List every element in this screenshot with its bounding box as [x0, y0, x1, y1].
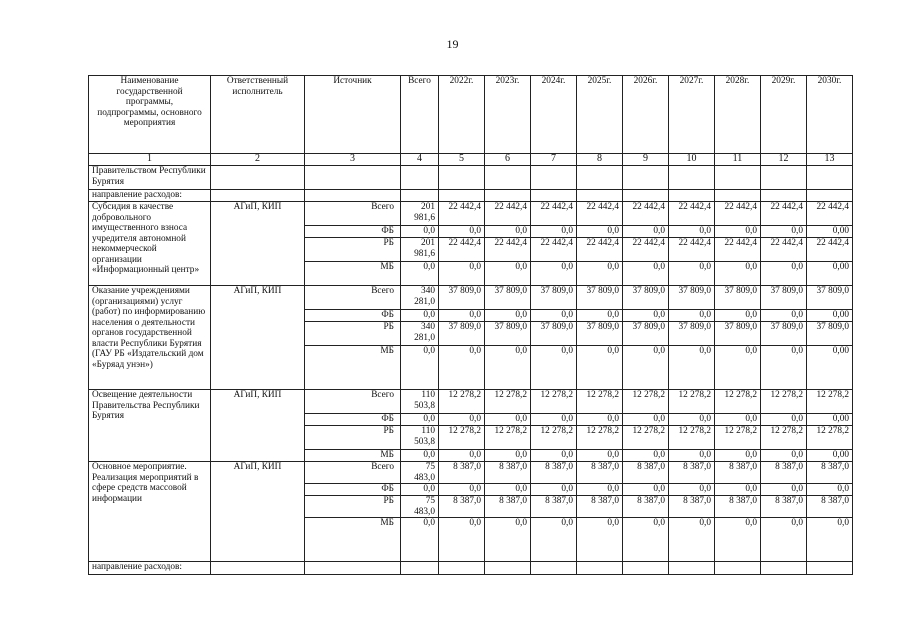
amount-cell: 0,00: [807, 450, 853, 462]
amount-cell: 0,0: [623, 484, 669, 496]
program-name: Субсидия в качестве добровольного имущественного взноса учредителя автономной некоммерческой организации «Информационный центр»: [89, 202, 211, 286]
funding-source: ФБ: [305, 310, 401, 322]
funding-source: РБ: [305, 426, 401, 450]
amount-cell: 0,0: [715, 450, 761, 462]
executor: АГиП, КИП: [211, 286, 305, 390]
amount-cell: 0,0: [623, 226, 669, 238]
amount-cell: 0,0: [485, 310, 531, 322]
table-row: [89, 462, 853, 484]
table-row: [89, 190, 853, 202]
amount-cell: 37 809,0: [761, 286, 807, 310]
amount-cell: 8 387,0: [439, 496, 485, 518]
funding-source: РБ: [305, 322, 401, 346]
header-cell: 2027г.: [669, 76, 715, 154]
amount-cell: 0,0: [401, 518, 439, 562]
header-cell: Всего: [401, 76, 439, 154]
header-cell: Ответственный исполнитель: [211, 76, 305, 154]
row-label: направление расходов:: [89, 190, 211, 202]
amount-cell: 0,0: [531, 346, 577, 390]
amount-cell: 8 387,0: [577, 462, 623, 484]
amount-cell: 0,0: [669, 226, 715, 238]
amount-cell: 22 442,4: [577, 238, 623, 262]
amount-cell: 8 387,0: [761, 496, 807, 518]
page-number: 19: [446, 37, 459, 51]
amount-cell: 12 278,2: [715, 426, 761, 450]
amount-cell: 12 278,2: [807, 426, 853, 450]
amount-cell: 75 483,0: [401, 496, 439, 518]
header-cell: 2030г.: [807, 76, 853, 154]
amount-cell: 0,0: [577, 450, 623, 462]
amount-cell: 37 809,0: [715, 322, 761, 346]
funding-source: Всего: [305, 462, 401, 484]
funding-source: МБ: [305, 450, 401, 462]
amount-cell: 12 278,2: [669, 426, 715, 450]
amount-cell: 0,0: [531, 518, 577, 562]
amount-cell: 8 387,0: [485, 496, 531, 518]
amount-cell: 0,0: [669, 346, 715, 390]
amount-cell: 8 387,0: [669, 462, 715, 484]
column-number: 10: [669, 154, 715, 166]
amount-cell: 0,0: [401, 450, 439, 462]
header-cell: 2023г.: [485, 76, 531, 154]
amount-cell: 110 503,8: [401, 426, 439, 450]
amount-cell: 22 442,4: [715, 202, 761, 226]
budget-table: [88, 75, 853, 575]
amount-cell: 0,0: [577, 484, 623, 496]
amount-cell: 0,0: [623, 414, 669, 426]
amount-cell: 0,00: [807, 414, 853, 426]
amount-cell: 0,0: [485, 346, 531, 390]
amount-cell: 0,0: [439, 484, 485, 496]
funding-source: Всего: [305, 390, 401, 414]
amount-cell: 37 809,0: [439, 322, 485, 346]
amount-cell: 0,0: [715, 310, 761, 322]
amount-cell: 110 503,8: [401, 390, 439, 414]
program-name: Оказание учреждениями (организациями) услуг (работ) по информированию населения о деятельности органов государственной власти Республики Бурятия (ГАУ РБ «Издательский дом «Буряад унэн»): [89, 286, 211, 390]
amount-cell: 0,0: [485, 450, 531, 462]
amount-cell: 22 442,4: [439, 202, 485, 226]
amount-cell: 0,0: [577, 226, 623, 238]
amount-cell: 0,0: [439, 346, 485, 390]
funding-source: МБ: [305, 262, 401, 286]
column-number: 6: [485, 154, 531, 166]
funding-source: Всего: [305, 286, 401, 310]
header-cell: Наименование государственной программы, подпрограммы, основного мероприятия: [89, 76, 211, 154]
amount-cell: 0,0: [485, 414, 531, 426]
amount-cell: 8 387,0: [577, 496, 623, 518]
amount-cell: 37 809,0: [623, 322, 669, 346]
amount-cell: 12 278,2: [669, 390, 715, 414]
amount-cell: 37 809,0: [577, 286, 623, 310]
amount-cell: 12 278,2: [623, 426, 669, 450]
header-cell: 2022г.: [439, 76, 485, 154]
amount-cell: 37 809,0: [761, 322, 807, 346]
amount-cell: 12 278,2: [485, 390, 531, 414]
amount-cell: 22 442,4: [761, 238, 807, 262]
funding-source: ФБ: [305, 484, 401, 496]
amount-cell: 8 387,0: [623, 462, 669, 484]
amount-cell: 37 809,0: [807, 322, 853, 346]
amount-cell: 22 442,4: [715, 238, 761, 262]
column-number: 12: [761, 154, 807, 166]
row-label: направление расходов:: [89, 562, 211, 575]
amount-cell: 0,0: [669, 262, 715, 286]
executor: АГиП, КИП: [211, 202, 305, 286]
table-row: [89, 202, 853, 226]
amount-cell: 0,0: [761, 310, 807, 322]
amount-cell: 0,0: [623, 518, 669, 562]
amount-cell: 0,0: [623, 310, 669, 322]
column-number: 3: [305, 154, 401, 166]
funding-source: МБ: [305, 346, 401, 390]
amount-cell: 8 387,0: [715, 462, 761, 484]
amount-cell: 0,0: [761, 484, 807, 496]
funding-source: ФБ: [305, 414, 401, 426]
amount-cell: 0,0: [485, 518, 531, 562]
amount-cell: 37 809,0: [669, 286, 715, 310]
header-cell: 2029г.: [761, 76, 807, 154]
amount-cell: 0,0: [439, 226, 485, 238]
header-cell: 2024г.: [531, 76, 577, 154]
amount-cell: 12 278,2: [439, 390, 485, 414]
column-number: 13: [807, 154, 853, 166]
amount-cell: 0,0: [669, 518, 715, 562]
amount-cell: 0,0: [623, 346, 669, 390]
program-name: Основное мероприятие. Реализация мероприятий в сфере средств массовой информации: [89, 462, 211, 562]
column-number: 5: [439, 154, 485, 166]
amount-cell: 0,0: [715, 262, 761, 286]
amount-cell: 0,0: [485, 226, 531, 238]
amount-cell: 0,0: [623, 262, 669, 286]
amount-cell: 0,0: [623, 450, 669, 462]
amount-cell: 340 281,0: [401, 322, 439, 346]
amount-cell: 8 387,0: [531, 462, 577, 484]
funding-source: РБ: [305, 238, 401, 262]
header-row: [89, 76, 853, 154]
amount-cell: 22 442,4: [485, 202, 531, 226]
amount-cell: 0,0: [401, 346, 439, 390]
amount-cell: 8 387,0: [623, 496, 669, 518]
amount-cell: 22 442,4: [531, 238, 577, 262]
row-label: Правительством Республики Бурятия: [89, 166, 211, 190]
amount-cell: 12 278,2: [577, 390, 623, 414]
amount-cell: 12 278,2: [531, 426, 577, 450]
amount-cell: 0,00: [807, 226, 853, 238]
amount-cell: 37 809,0: [623, 286, 669, 310]
amount-cell: 0,0: [531, 484, 577, 496]
amount-cell: 37 809,0: [715, 286, 761, 310]
column-number: 11: [715, 154, 761, 166]
amount-cell: 0,0: [577, 414, 623, 426]
amount-cell: 0,0: [439, 518, 485, 562]
amount-cell: 0,0: [761, 450, 807, 462]
amount-cell: 8 387,0: [439, 462, 485, 484]
amount-cell: 0,0: [531, 310, 577, 322]
amount-cell: 0,0: [715, 484, 761, 496]
column-number: 7: [531, 154, 577, 166]
amount-cell: 22 442,4: [669, 238, 715, 262]
amount-cell: 0,0: [577, 310, 623, 322]
amount-cell: 0,0: [577, 346, 623, 390]
amount-cell: 0,0: [669, 484, 715, 496]
amount-cell: 0,0: [485, 484, 531, 496]
amount-cell: 0,0: [401, 484, 439, 496]
amount-cell: 12 278,2: [761, 426, 807, 450]
amount-cell: 22 442,4: [577, 202, 623, 226]
amount-cell: 0,0: [401, 414, 439, 426]
funding-source: ФБ: [305, 226, 401, 238]
column-number: 9: [623, 154, 669, 166]
funding-source: РБ: [305, 496, 401, 518]
column-number: 2: [211, 154, 305, 166]
amount-cell: 22 442,4: [669, 202, 715, 226]
amount-cell: 0,0: [401, 310, 439, 322]
amount-cell: 37 809,0: [577, 322, 623, 346]
amount-cell: 340 281,0: [401, 286, 439, 310]
amount-cell: 37 809,0: [807, 286, 853, 310]
amount-cell: 0,0: [577, 262, 623, 286]
amount-cell: 37 809,0: [531, 322, 577, 346]
amount-cell: 22 442,4: [807, 202, 853, 226]
amount-cell: 0,0: [715, 518, 761, 562]
amount-cell: 0,0: [531, 262, 577, 286]
amount-cell: 201 981,6: [401, 238, 439, 262]
amount-cell: 75 483,0: [401, 462, 439, 484]
amount-cell: 8 387,0: [531, 496, 577, 518]
amount-cell: 22 442,4: [761, 202, 807, 226]
amount-cell: 8 387,0: [807, 462, 853, 484]
amount-cell: 37 809,0: [669, 322, 715, 346]
header-cell: 2025г.: [577, 76, 623, 154]
amount-cell: 0,0: [401, 262, 439, 286]
amount-cell: 12 278,2: [761, 390, 807, 414]
amount-cell: 0,0: [439, 310, 485, 322]
amount-cell: 8 387,0: [807, 496, 853, 518]
amount-cell: 12 278,2: [715, 390, 761, 414]
column-number: 8: [577, 154, 623, 166]
amount-cell: 0,0: [531, 226, 577, 238]
funding-source: МБ: [305, 518, 401, 562]
amount-cell: 12 278,2: [485, 426, 531, 450]
amount-cell: 201 981,6: [401, 202, 439, 226]
amount-cell: 0,0: [669, 310, 715, 322]
amount-cell: 12 278,2: [531, 390, 577, 414]
table-row: [89, 166, 853, 190]
amount-cell: 0,0: [807, 518, 853, 562]
column-number-row: [89, 154, 853, 166]
amount-cell: 0,0: [761, 226, 807, 238]
amount-cell: 0,0: [669, 414, 715, 426]
executor: АГиП, КИП: [211, 390, 305, 462]
amount-cell: 0,0: [715, 414, 761, 426]
table-row: [89, 562, 853, 575]
header-cell: 2026г.: [623, 76, 669, 154]
amount-cell: 0,0: [401, 226, 439, 238]
funding-source: Всего: [305, 202, 401, 226]
amount-cell: 37 809,0: [439, 286, 485, 310]
amount-cell: 37 809,0: [485, 286, 531, 310]
column-number: 1: [89, 154, 211, 166]
amount-cell: 0,0: [669, 450, 715, 462]
amount-cell: 8 387,0: [715, 496, 761, 518]
amount-cell: 0,0: [761, 518, 807, 562]
amount-cell: 0,0: [439, 262, 485, 286]
table-row: [89, 390, 853, 414]
header-cell: 2028г.: [715, 76, 761, 154]
amount-cell: 0,0: [715, 346, 761, 390]
header-cell: Источник: [305, 76, 401, 154]
amount-cell: 0,0: [485, 262, 531, 286]
amount-cell: 22 442,4: [531, 202, 577, 226]
amount-cell: 0,0: [761, 414, 807, 426]
amount-cell: 0,0: [439, 450, 485, 462]
amount-cell: 0,0: [715, 226, 761, 238]
amount-cell: 12 278,2: [439, 426, 485, 450]
amount-cell: 8 387,0: [669, 496, 715, 518]
amount-cell: 22 442,4: [623, 238, 669, 262]
amount-cell: 37 809,0: [531, 286, 577, 310]
amount-cell: 0,0: [439, 414, 485, 426]
amount-cell: 22 442,4: [623, 202, 669, 226]
amount-cell: 0,00: [807, 310, 853, 322]
amount-cell: 22 442,4: [807, 238, 853, 262]
amount-cell: 0,00: [807, 346, 853, 390]
amount-cell: 0,00: [807, 262, 853, 286]
amount-cell: 22 442,4: [485, 238, 531, 262]
amount-cell: 12 278,2: [623, 390, 669, 414]
amount-cell: 22 442,4: [439, 238, 485, 262]
amount-cell: 12 278,2: [807, 390, 853, 414]
column-number: 4: [401, 154, 439, 166]
amount-cell: 0,0: [577, 518, 623, 562]
amount-cell: 0,0: [531, 450, 577, 462]
amount-cell: 12 278,2: [577, 426, 623, 450]
amount-cell: 0,0: [761, 262, 807, 286]
amount-cell: 0,0: [761, 346, 807, 390]
executor: АГиП, КИП: [211, 462, 305, 562]
program-name: Освещение деятельности Правительства Республики Бурятия: [89, 390, 211, 462]
amount-cell: 0,0: [807, 484, 853, 496]
amount-cell: 8 387,0: [761, 462, 807, 484]
amount-cell: 0,0: [531, 414, 577, 426]
table-row: [89, 286, 853, 310]
amount-cell: 37 809,0: [485, 322, 531, 346]
amount-cell: 8 387,0: [485, 462, 531, 484]
